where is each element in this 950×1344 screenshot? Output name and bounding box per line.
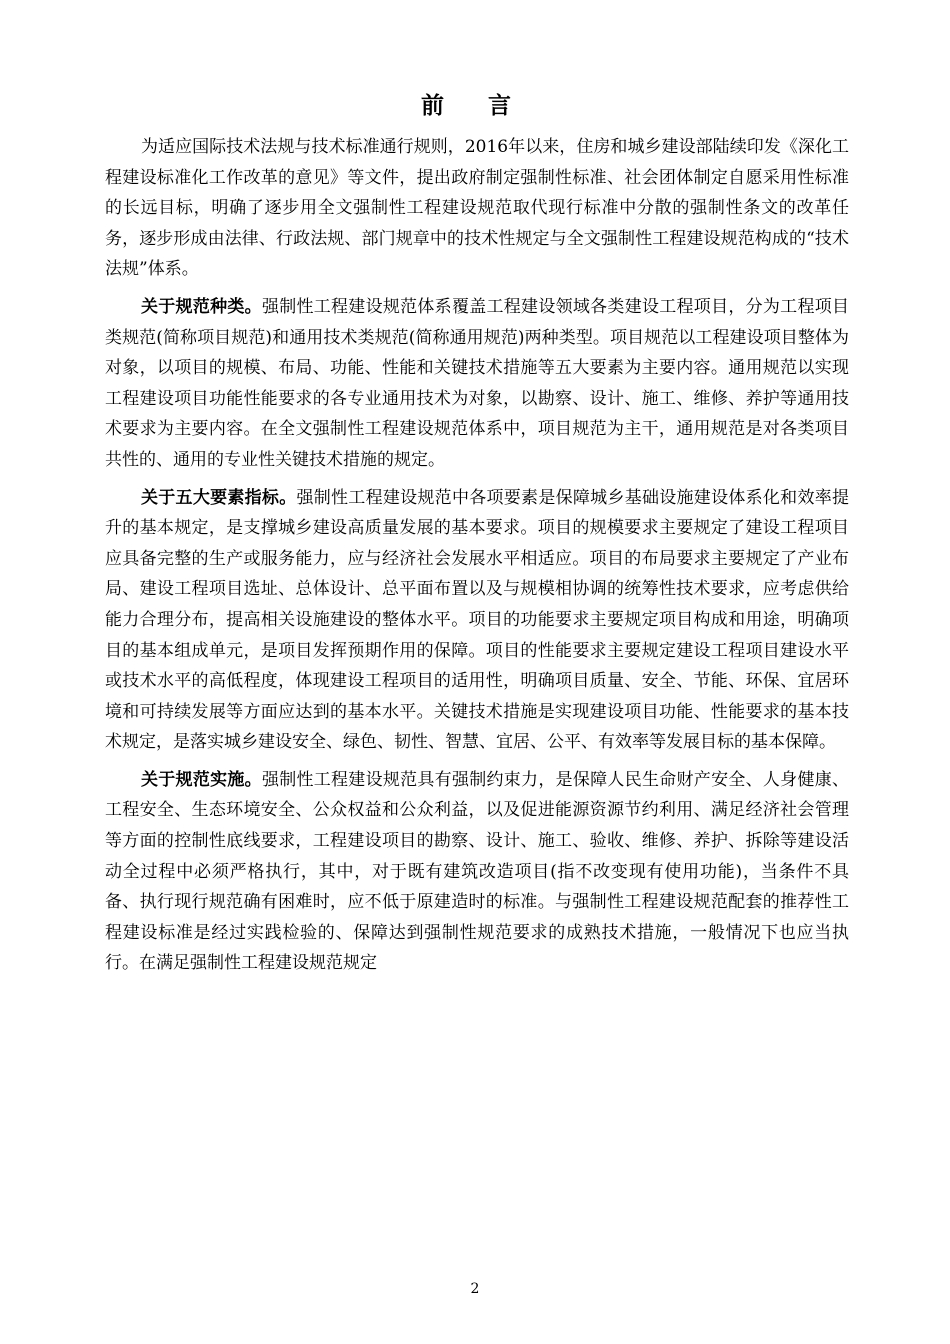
paragraph-five-elements <box>105 483 849 758</box>
document-body <box>105 132 849 986</box>
page-title: 前 言 <box>420 92 529 119</box>
paragraph-text: 强制性工程建设规范具有强制约束力，是保障人民生命财产安全、人身健康、工程安全、生态环境安全、公众权益和公众利益，以及促进能源资源节约利用、满足经济社会管理等方面的控制性底线要求，工程建设项目的勘察、设计、施工、验收、维修、养护、拆除等建设活动全过程中必须严格执行，其中，对于既有建筑改造项目(指不改变现有使用功能)，当条件不具备、执行现行规范确有困难时，应不低于原建造时的标准。与强制性工程建设规范配套的推荐性工程建设标准是经过实践检验的、保障达到强制性规范要求的成熟技术措施，一般情况下也应当执行。在满足强制性工程建设规范规定 <box>105 769 850 974</box>
paragraph-heading: 关于规范种类。 <box>141 296 262 317</box>
paragraph-text: 为适应国际技术法规与技术标准通行规则，2016年以来，住房和城乡建设部陆续印发《深化工程建设标准化工作改革的意见》等文件，提出政府制定强制性标准、社会团体制定自愿采用性标准的长远目标，明确了逐步用全文强制性工程建设规范取代现行标准中分散的强制性条文的改革任务，逐步形成由法律、行政法规、部门规章中的技术性规定与全文强制性工程建设规范构成的“技术法规”体系。 <box>105 137 849 280</box>
page-number: 2 <box>470 1281 480 1297</box>
paragraph-intro <box>105 132 849 285</box>
paragraph-heading: 关于规范实施。 <box>141 769 262 790</box>
paragraph-text: 强制性工程建设规范体系覆盖工程建设领域各类建设工程项目，分为工程项目类规范(简称项目规范)和通用技术类规范(简称通用规范)两种类型。项目规范以工程建设项目整体为对象，以项目的规模、布局、功能、性能和关键技术措施等五大要素为主要内容。通用规范以实现工程建设项目功能性能要求的各专业通用技术为对象，以勘察、设计、施工、维修、养护等通用技术要求为主要内容。在全文强制性工程建设规范体系中，项目规范为主干，通用规范是对各类项目共性的、通用的专业性关键技术措施的规定。 <box>105 296 850 470</box>
paragraph-heading: 关于五大要素指标。 <box>141 487 297 508</box>
paragraph-text: 强制性工程建设规范中各项要素是保障城乡基础设施建设体系化和效率提升的基本规定，是支撑城乡建设高质量发展的基本要求。项目的规模要求主要规定了建设工程项目应具备完整的生产或服务能力，应与经济社会发展水平相适应。项目的布局要求主要规定了产业布局、建设工程项目选址、总体设计、总平面布置以及与规模相协调的统筹性技术要求，应考虑供给能力合理分布，提高相关设施建设的整体水平。项目的功能要求主要规定项目构成和用途，明确项目的基本组成单元，是项目发挥预期作用的保障。项目的性能要求主要规定建设工程项目建设水平或技术水平的高低程度，体现建设工程项目的适用性，明确项目质量、安全、节能、环保、宜居环境和可持续发展等方面应达到的基本水平。关键技术措施是实现建设项目功能、性能要求的基本技术规定，是落实城乡建设安全、绿色、韧性、智慧、宜居、公平、有效率等发展目标的基本保障。 <box>105 487 850 753</box>
paragraph-spec-types <box>105 292 849 476</box>
paragraph-implementation <box>105 765 849 979</box>
